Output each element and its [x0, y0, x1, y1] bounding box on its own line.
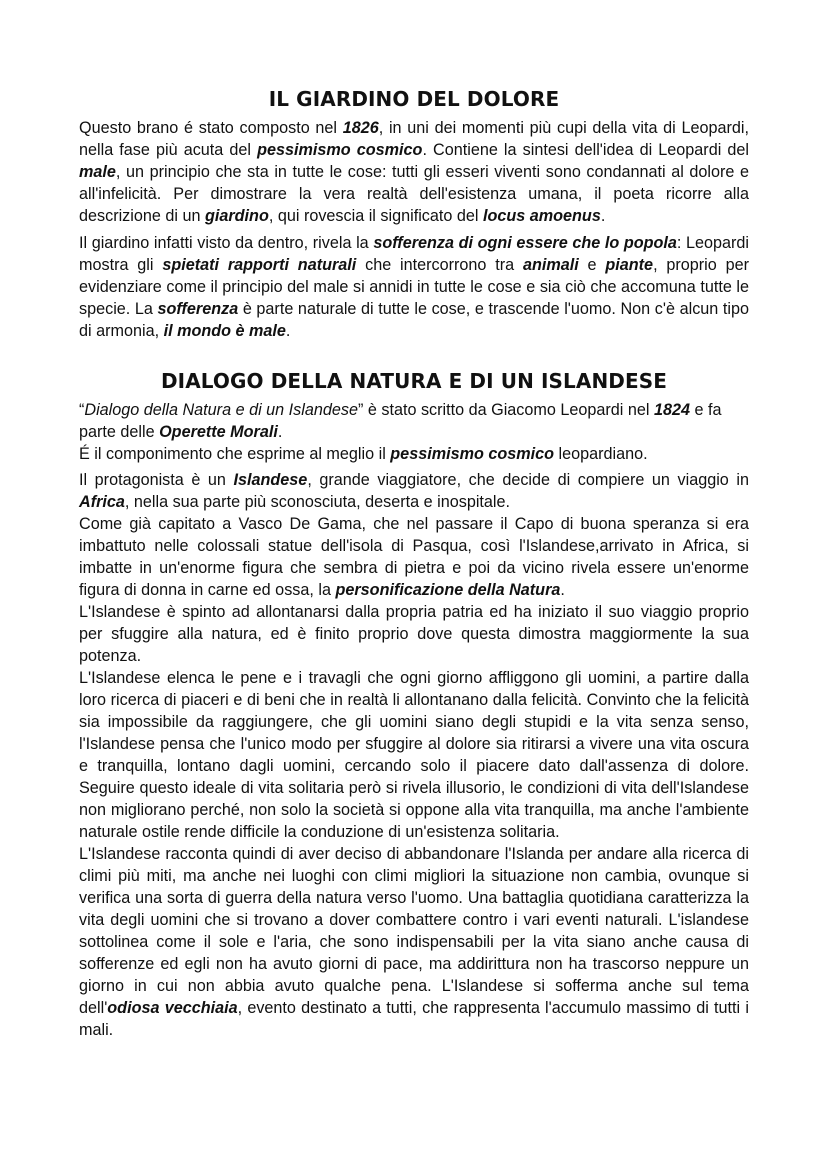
text-run: “ [79, 401, 85, 419]
emphasized-text: pessimismo cosmico [257, 141, 423, 159]
text-run: Il giardino infatti visto da dentro, rivela la [79, 234, 374, 252]
paragraph [79, 843, 749, 1041]
text-run: L'Islandese racconta quindi di aver deciso di abbandonare l'Islanda per andare alla ricerca di climi più miti, ma anche nei luoghi con climi migliori la situazione non cambia, ovunque si verifica una sorta di guerra della natura verso l'uomo. Una battaglia quotidiana caratterizza la vita degli uomini che si trovano a dover combattere contro i vari eventi naturali. L'islandese sottolinea come il sole e l'aria, che sono indispensabili per la vita siano anche causa di sofferenze ed egli non ha avuto giorni di pace, ma addirittura non ha trascorso neppure un giorno in cui non abbia avuto qualche pena. L'Islandese si sofferma anche sul tema dell' [79, 845, 749, 1017]
text-run: , proprio per evidenziare come il principio del male si annidi in tutte le cose e sia ciò che accomuna tutte le specie. La [79, 256, 749, 318]
text-run: che intercorrono tra [356, 256, 523, 274]
document-page [79, 86, 749, 1041]
text-run: . [285, 322, 291, 340]
text-run: . [277, 423, 283, 441]
paragraph [79, 601, 749, 667]
text-run: Il protagonista è un [79, 471, 234, 489]
text-run: , un principio che sta in tutte le cose: tutti gli esseri viventi sono condannati al dolore e all'infelicità. Per dimostrare la vera realtà dell'esistenza umana, il poeta ricorre alla descrizione di un [79, 163, 749, 225]
emphasized-text: male [79, 163, 116, 181]
emphasized-text: pessimismo cosmico [390, 445, 555, 463]
paragraph [79, 469, 749, 513]
text-run: . Contiene la sintesi dell'idea di Leopardi del [422, 141, 749, 159]
section-title-dialogo: DIALOGO DELLA NATURA E DI UN ISLANDESE [160, 369, 668, 393]
text-run: , grande viaggiatore, che decide di compiere un viaggio in [307, 471, 749, 489]
emphasized-text: spietati rapporti naturali [162, 256, 357, 274]
paragraph [79, 513, 749, 601]
paragraph [79, 232, 749, 342]
text-run: , qui rovescia il significato del [268, 207, 483, 225]
text-run: , evento destinato a tutti, che rappresenta l'accumulo massimo di tutti i mali. [79, 999, 749, 1039]
section-title-giardino: IL GIARDINO DEL DOLORE [268, 87, 560, 111]
paragraph [79, 399, 749, 443]
text-run: e fa parte delle [79, 401, 722, 441]
text-run: ” è stato scritto da Giacomo Leopardi nel [357, 401, 654, 419]
text-run: leopardiano. [554, 445, 648, 463]
emphasized-text: 1826 [342, 119, 379, 137]
text-run: , nella sua parte più sconosciuta, deserta e inospitale. [124, 493, 511, 511]
text-run: e [578, 256, 606, 274]
emphasized-text: Dialogo della Natura e di un Islandese [84, 401, 358, 419]
emphasized-text: sofferenza [157, 300, 239, 318]
emphasized-text: il mondo è male [163, 322, 286, 340]
text-run: L'Islandese è spinto ad allontanarsi dalla propria patria ed ha iniziato il suo viaggio proprio per sfuggire alla natura, ed è finito proprio dove questa dimostra maggiormente la sua potenza. [79, 603, 749, 665]
emphasized-text: sofferenza di ogni essere che lo popola [373, 234, 677, 252]
text-run: . [560, 581, 565, 599]
emphasized-text: odiosa vecchiaia [107, 999, 238, 1017]
emphasized-text: personificazione della Natura [335, 581, 561, 599]
paragraph [79, 117, 749, 227]
text-run: É il componimento che esprime al meglio il [79, 445, 391, 463]
paragraph [79, 443, 749, 465]
emphasized-text: 1824 [654, 401, 691, 419]
text-run: Questo brano é stato composto nel [79, 119, 343, 137]
emphasized-text: Islandese [233, 471, 308, 489]
emphasized-text: locus amoenus [482, 207, 601, 225]
text-run: è parte naturale di tutte le cose, e trascende l'uomo. Non c'è alcun tipo di armonia, [79, 300, 749, 340]
text-run: Come già capitato a Vasco De Gama, che nel passare il Capo di buona speranza si era imbattuto nelle colossali statue dell'isola di Pasqua, così l'Islandese,arrivato in Africa, si imbatte in un'enorme figura che sembra di pietra e poi da vicino rivela essere un'enorme figura di donna in carne ed ossa, la [79, 515, 749, 599]
text-run: . [600, 207, 606, 225]
emphasized-text: animali [522, 256, 579, 274]
text-run: L'Islandese elenca le pene e i travagli che ogni giorno affliggono gli uomini, a partire dalla loro ricerca di piaceri e di beni che in realtà li allontanano dalla felicità. Convinto che la felicità sia impossibile da raggiungere, che gli uomini siano degli stupidi e la vita senza senso, l'Islandese pensa che l'unico modo per sfuggire al dolore sia ritirarsi a vivere una vita oscura e tranquilla, lontano dagli uomini, cercando solo il piacere dato dall'assenza di dolore. Seguire questo ideale di vita solitaria però si rivela illusorio, le condizioni di vita dell'Islandese non migliorano perché, non solo la società si oppone alla vita tranquilla, ma anche l'ambiente naturale ostile rende difficile la conduzione di un'esistenza solitaria. [79, 669, 749, 841]
emphasized-text: giardino [204, 207, 269, 225]
text-run: : Leopardi mostra gli [79, 234, 750, 274]
text-run: , in uni dei momenti più cupi della vita di Leopardi, nella fase più acuta del [79, 119, 749, 159]
emphasized-text: Africa [79, 493, 125, 511]
emphasized-text: Operette Morali [159, 423, 278, 441]
paragraph [79, 667, 749, 843]
emphasized-text: piante [605, 256, 654, 274]
